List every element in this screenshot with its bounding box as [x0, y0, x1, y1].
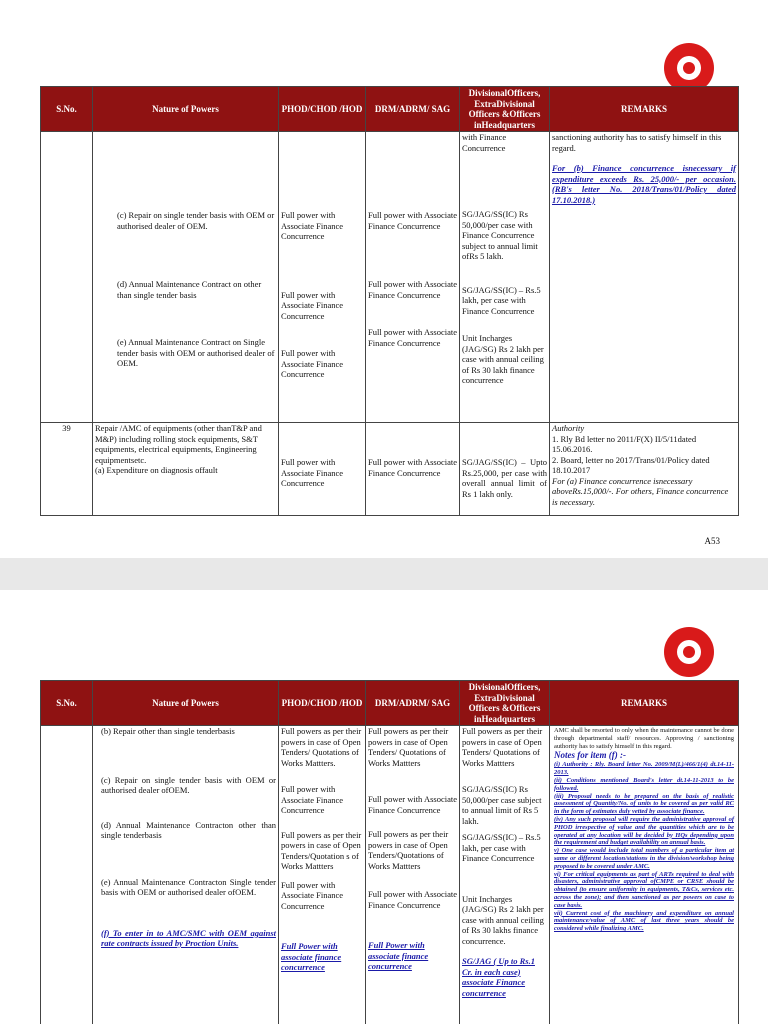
drm-d: Full power with Associate Finance Concurrence: [368, 279, 458, 300]
phod-d: Full power with Associate Finance Concurrence: [281, 289, 344, 321]
phod-e: Full power with Associate Finance Concurrence: [281, 348, 344, 379]
nature-39-a: (a) Expenditure on diagnosis offault: [95, 465, 218, 475]
table-row-39: [41, 423, 739, 516]
header-phod: PHOD/CHOD /HOD: [279, 681, 366, 726]
div-c: SG/JAG/SS(IC) Rs 50,000/per case subject to annual limit of Rs 5 lakh.: [462, 784, 542, 826]
note-1: (i) Authority : Rly. Board letter No. 2009/M(L)/466/1(4) dt.14-11-2013.: [554, 761, 734, 777]
table-row: [41, 132, 739, 423]
remark-amc-intro: AMC shall be resorted to only when the maintenance cannot be done through departmental staff/ resources. Approving / sanctioning authority has to satisfy himself in this regard.: [554, 727, 734, 750]
drm-c: Full power with Associate Finance Concurrence: [368, 794, 458, 815]
table-header: [41, 87, 739, 132]
drm-f: Full Power with associate finance concurrence: [368, 940, 429, 971]
remark-finance-note: For (b) Finance concurrence isnecessary if expenditure exceeds Rs. 25,000/- per occasion. (RB's letter No. 2018/Trans/01/Policy dated 17.10.2018.): [552, 163, 736, 205]
phod-39: Full power with Associate Finance Concurrence: [279, 423, 366, 516]
note-5: v) One case would include total numbers of a particular item at same or different location/stations in the division/workshop being proposed to be covered under AMC.: [554, 847, 734, 870]
drm-e: Full power with Associate Finance Concurrence: [368, 327, 458, 348]
header-drm: DRM/ADRM/ SAG: [366, 87, 460, 132]
header-div: DivisionalOfficers, ExtraDivisional Officers &Officers inHeadquarters: [460, 87, 550, 132]
header-remarks: REMARKS: [550, 681, 739, 726]
table-row: [41, 726, 739, 1024]
phod-e: Full power with Associate Finance Concurrence: [281, 879, 344, 911]
drm-c: Full power with Associate Finance Concurrence: [368, 210, 458, 231]
note-4: (iv) Any such proposal will require the administrative approval of PHOD irrespective of value and the quantities which are to be operated at any location will be decided by HQs depending upon the requirement and budget availability on annual basis.: [554, 815, 734, 847]
div-c: SG/JAG/SS(IC) Rs 50,000/per case with Finance Concurrence subject to annual limit ofRs 5 lakh.: [462, 209, 538, 261]
header-nature: Nature of Powers: [93, 87, 279, 132]
header-phod: PHOD/CHOD /HOD: [279, 87, 366, 132]
div-d: SG/JAG/SS(IC) – Rs.5 lakh, per case with Finance Concurrence: [462, 284, 541, 316]
div-f: SG/JAG ( Up to Rs.1 Cr. in each case) associate Finance concurrence: [462, 956, 535, 998]
remark-continued: sanctioning authority has to satisfy himself in this regard.: [552, 132, 722, 153]
page-number: A53: [704, 536, 720, 546]
sno-39: 39: [41, 423, 93, 516]
header-div: DivisionalOfficers, ExtraDivisional Officers &Officers inHeadquarters: [460, 681, 550, 726]
drm-d: Full powers as per their powers in case of Open Tenders/Quotations of Works Mattters: [368, 829, 449, 871]
nature-f: (f) To enter in to AMC/SMC with OEM against rate contracts issued by Proction Units.: [101, 927, 276, 948]
note-6: vi) For critical equipments as part of ARTs required to deal with disasters, administrative approval ofCMPE or CRSE should be obtained (to ensure uniformity in equipments, T&Cs, services etc. across the zone); and then sanctioned as per powers on case to case basis.: [554, 870, 734, 909]
nature-c: (c) Repair on single tender basis with OEM or authorised dealer of OEM.: [117, 210, 275, 231]
nature-e: (e) Annual Maintenance Contracton Single tender basis with OEM or authorised dealer ofOEM.: [101, 876, 276, 897]
nature-b: (b) Repair other than single tenderbasis: [101, 726, 235, 736]
header-remarks: REMARKS: [550, 87, 739, 132]
div-d: SG/JAG/SS(IC) – Rs.5 lakh, per case with Finance Concurrence: [462, 832, 541, 863]
div-b: Full powers as per their powers in case of Open Tenders/ Quotations of Works Mattters: [462, 726, 543, 768]
nature-d: (d) Annual Maintenance Contract on other than single tender basis: [117, 279, 262, 300]
powers-table-page-1: [40, 86, 739, 516]
drm-39: Full power with Associate Finance Concurrence: [366, 423, 460, 516]
phod-c: Full power with Associate Finance Concurrence: [281, 784, 344, 815]
div-39: SG/JAG/SS(IC) – Upto Rs.25,000, per case with overall annual limit of Rs 1 lakh only.: [460, 423, 550, 516]
powers-table-page-2: [40, 680, 739, 1024]
phod-f: Full Power with associate finance concurrence: [281, 941, 342, 972]
note-7: vii) Current cost of the machinery and expenditure on annual maintenance/value of AMC of last three years should be considered while finalizing AMC.: [554, 909, 734, 933]
phod-d: Full powers as per their powers in case of Open Tenders/Quotation s of Works Mattters: [281, 829, 362, 871]
phod-b: Full powers as per their powers in case of Open Tenders/ Quotations of Works Mattters.: [281, 726, 362, 768]
nature-d: (d) Annual Maintenance Contracton other than single tenderbasis: [101, 819, 276, 840]
table-header: [41, 681, 739, 726]
authority-2: 2. Board, letter no 2017/Trans/01/Policy dated 18.10.2017: [552, 454, 710, 475]
drm-e: Full power with Associate Finance Concurrence: [368, 889, 458, 910]
note-2: (ii) Conditions mentioned Board's letter dt.14-11-2013 to be followed.: [554, 776, 734, 792]
div-continued: with Finance Concurrence: [462, 132, 507, 153]
indian-railways-logo: [664, 627, 714, 677]
nature-39: Repair /AMC of equipments (other thanT&P and M&P) including rolling stock equipments, S&T equipments, electrical equipments, Engineering equipmentsetc.: [95, 423, 262, 465]
header-sno: S.No.: [41, 87, 93, 132]
phod-c: Full power with Associate Finance Concurrence: [281, 210, 344, 241]
nature-c: (c) Repair on single tender basis with OEM or authorised dealer ofOEM.: [101, 774, 276, 795]
header-sno: S.No.: [41, 681, 93, 726]
document-page-2: [0, 590, 768, 1024]
authority-3: For (a) Finance concurrence isnecessary aboveRs.15,000/-. For others, Finance concurrence is necessary.: [552, 475, 729, 507]
note-3: (iii) Proposal needs to be prepared on the basis of realistic assessment of Quantity/No. of units to be covered as per valid RC in the form of estimates duly vetted by associate finance.: [554, 792, 734, 816]
authority-1: 1. Rly Bd letter no 2011/F(X) II/5/11dated 15.06.2016.: [552, 433, 697, 454]
authority-label: Authority: [552, 423, 585, 433]
drm-b: Full powers as per their powers in case of Open Tenders/ Quotations of Works Mattters: [368, 726, 449, 768]
notes-title: Notes for item (f) :-: [554, 750, 626, 761]
header-nature: Nature of Powers: [93, 681, 279, 726]
div-e: Unit Incharges (JAG/SG) Rs 2 lakh per case with annual ceiling of Rs 30 lakhs finance concurrence.: [462, 893, 544, 946]
div-e: Unit Incharges (JAG/SG) Rs 2 lakh per case with annual ceiling of Rs 30 lakh finance concurrence: [462, 333, 544, 385]
header-drm: DRM/ADRM/ SAG: [366, 681, 460, 726]
nature-e: (e) Annual Maintenance Contract on Single tender basis with OEM or authorised dealer of OEM.: [117, 337, 275, 368]
